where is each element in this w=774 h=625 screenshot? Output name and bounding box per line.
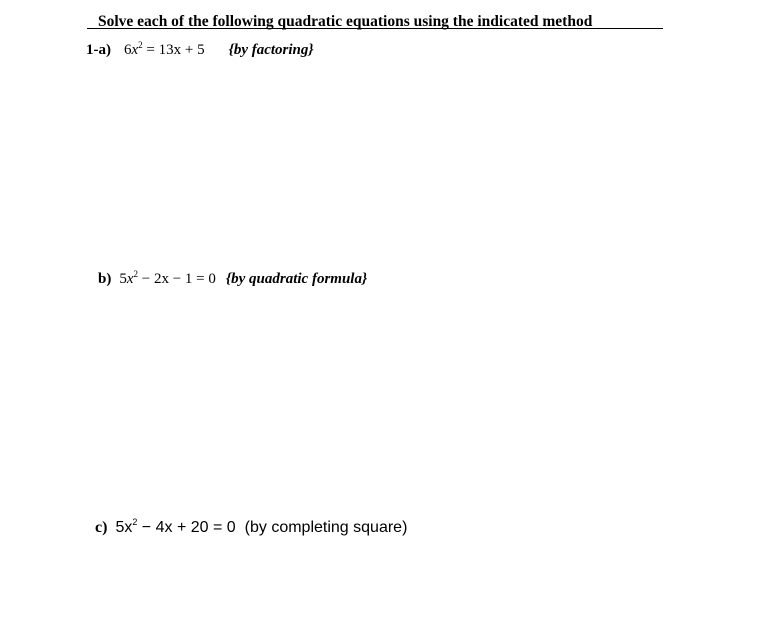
problem-label: b) — [98, 271, 112, 287]
method-hint: {by quadratic formula} — [225, 271, 368, 287]
equation: $5x^2 - 4x + 20 = 0$ — [115, 517, 236, 536]
problem-label: 1-a) — [86, 42, 111, 58]
equation: $6x^2 = 13x + 5$ — [124, 40, 205, 58]
problem-label: c) — [95, 519, 108, 536]
method-hint: {by factoring} — [228, 42, 314, 58]
problem-b — [98, 271, 367, 288]
worksheet-title: Solve each of the following quadratic equations using the indicated method — [98, 13, 593, 30]
problem-1a — [86, 42, 314, 59]
method-hint: (by completing square) — [244, 519, 408, 536]
equation: $5x^2 - 2x - 1 = 0$ — [119, 269, 216, 287]
title-underline — [87, 28, 663, 29]
problem-c — [95, 519, 407, 537]
